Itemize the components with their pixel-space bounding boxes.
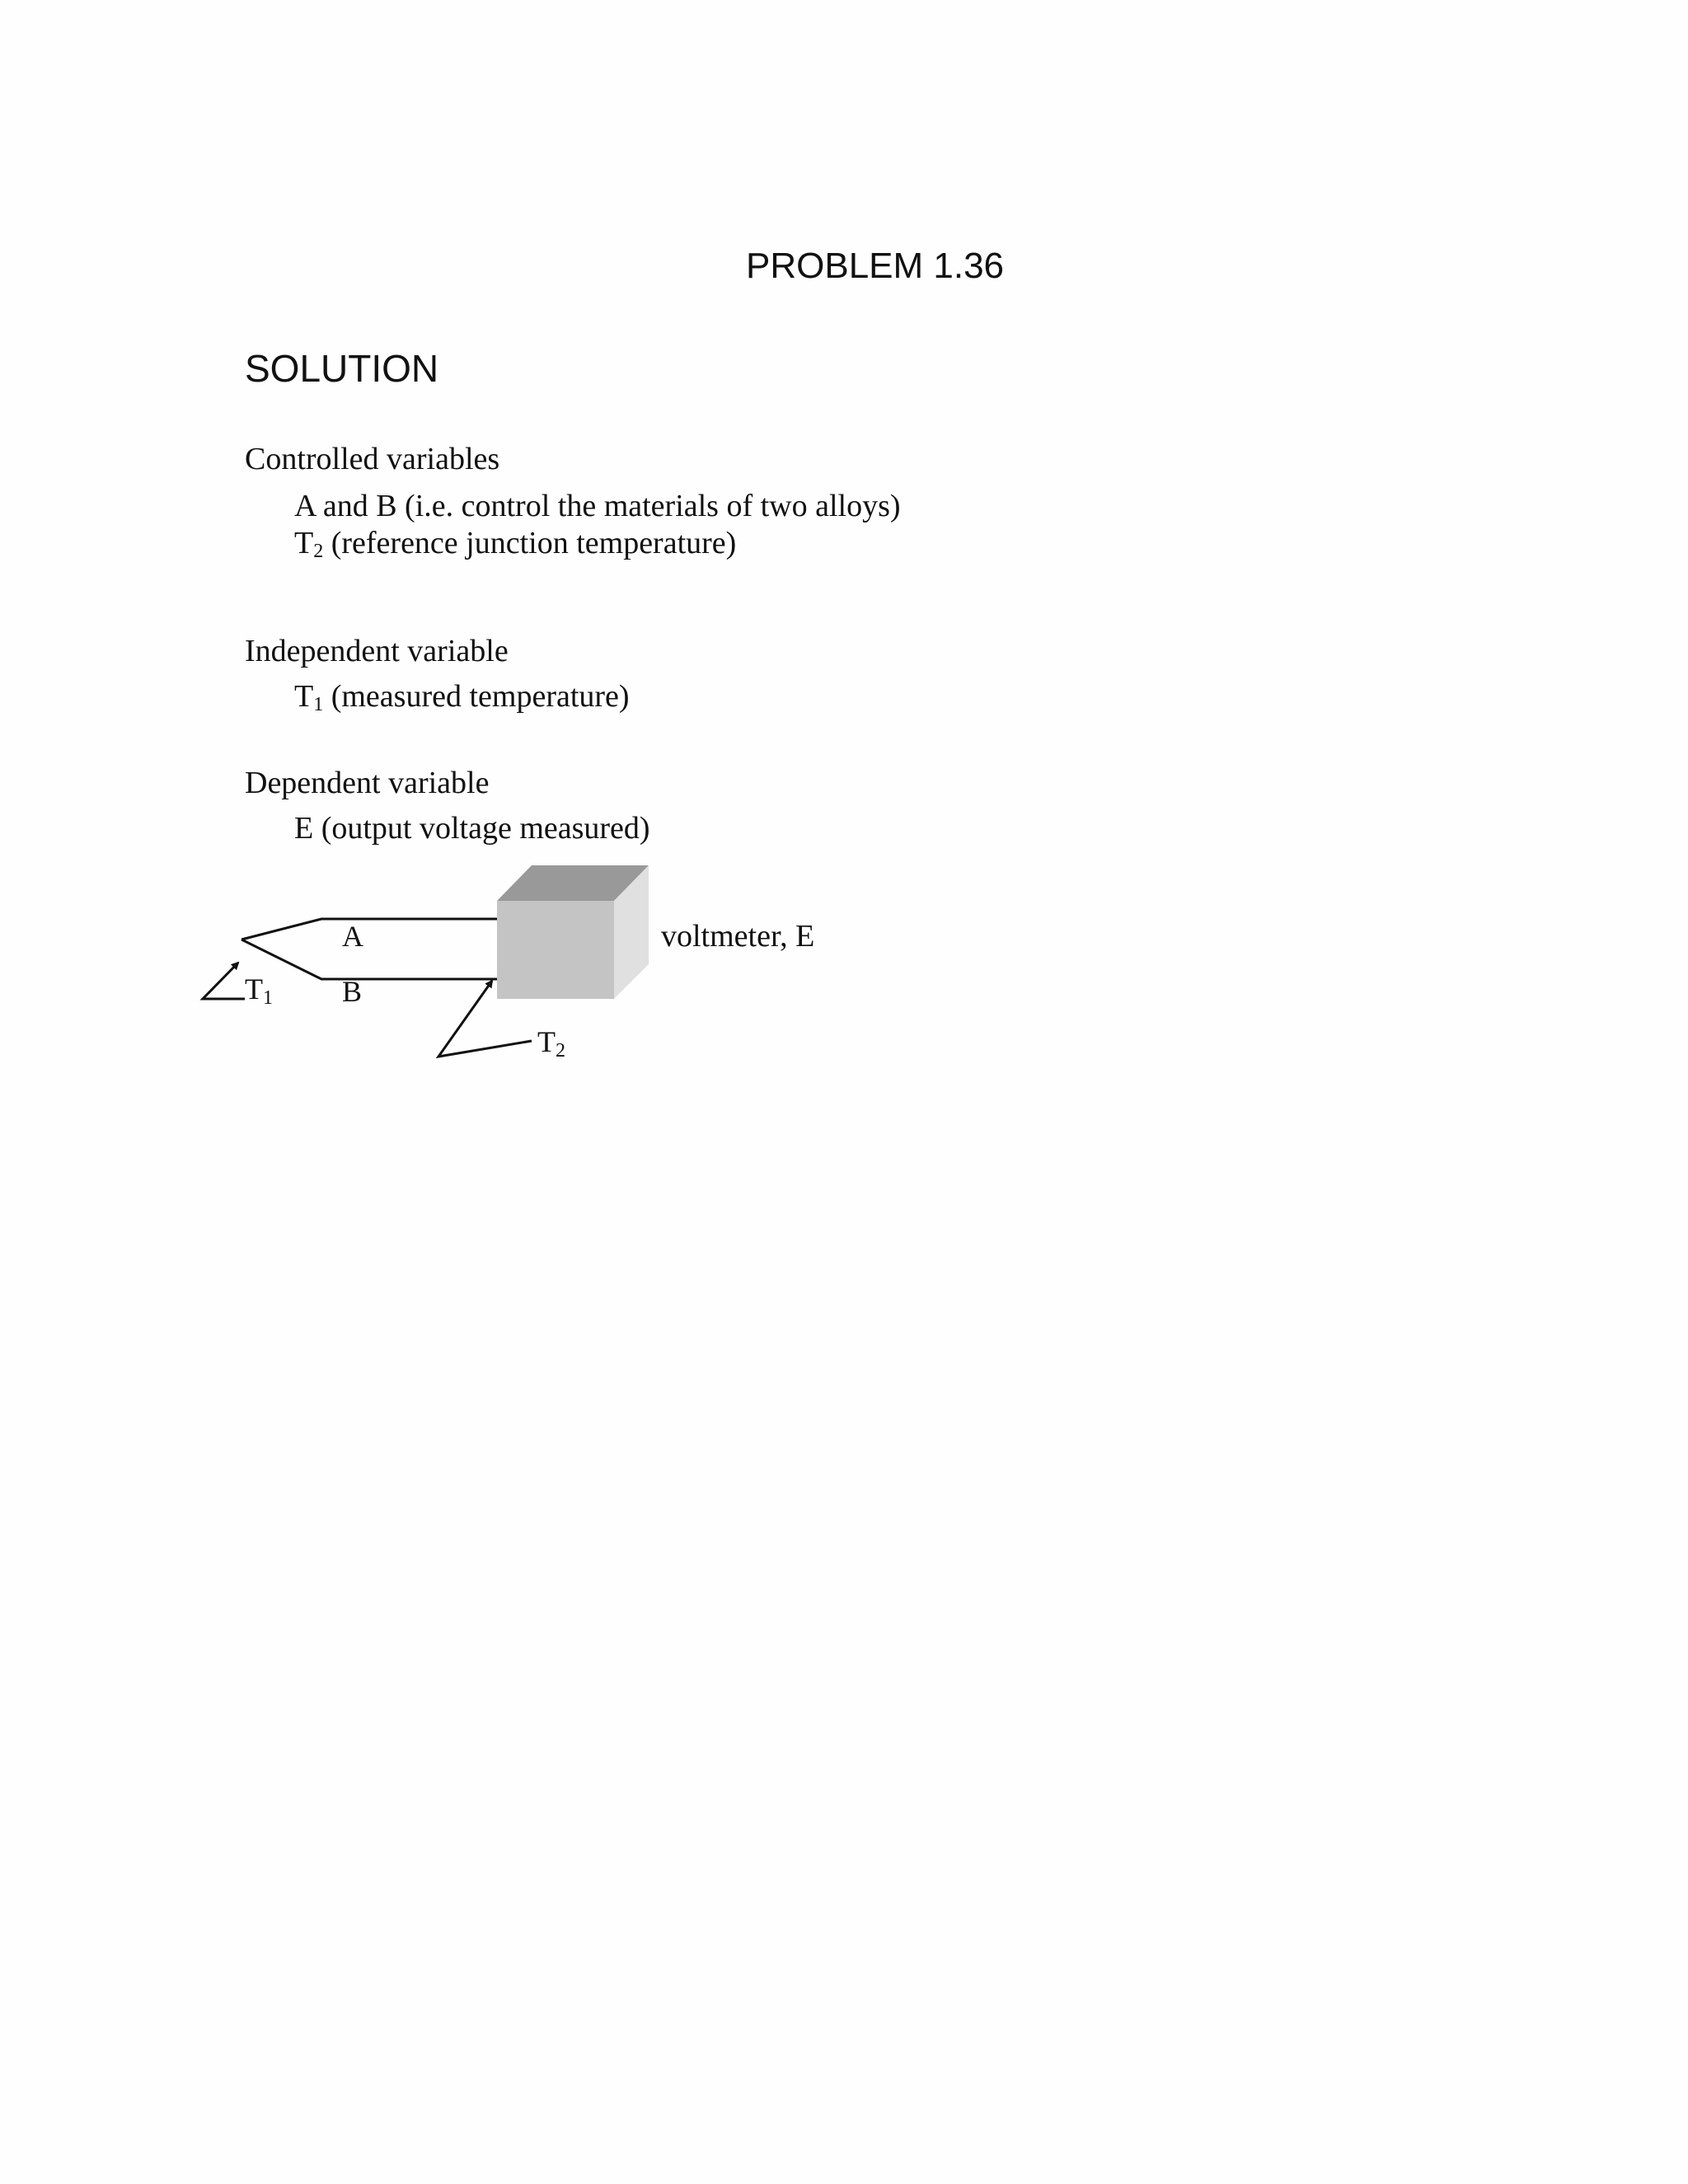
variable-subscript: 2 — [313, 541, 324, 562]
solution-heading: SOLUTION — [245, 347, 439, 390]
junction-1-symbol: T — [245, 972, 263, 1005]
variable-symbol: T — [294, 526, 314, 560]
wire-b — [241, 940, 497, 979]
independent-variable-heading: Independent variable — [245, 634, 509, 668]
junction-2-symbol: T — [537, 1025, 556, 1058]
controlled-variable-item: A and B (i.e. control the materials of two alloys) — [294, 489, 901, 523]
junction-1-label — [245, 972, 273, 1009]
variable-symbol: T — [294, 679, 314, 714]
junction-2-subscript: 2 — [556, 1040, 565, 1062]
variable-description: (reference junction temperature) — [323, 526, 737, 560]
junction-1-arrow — [203, 963, 245, 999]
variable-description: (measured temperature) — [323, 679, 630, 714]
controlled-variables-heading: Controlled variables — [245, 442, 500, 476]
junction-2-label — [537, 1025, 565, 1062]
wire-a-label: A — [342, 920, 363, 953]
wire-a — [241, 919, 497, 940]
wire-b-label: B — [342, 975, 363, 1008]
junction-1-subscript: 1 — [263, 987, 273, 1009]
dependent-variable-heading: Dependent variable — [245, 766, 490, 800]
variable-subscript: 1 — [313, 694, 324, 715]
dependent-variable-item: E (output voltage measured) — [294, 811, 650, 846]
voltmeter-label: voltmeter, E — [661, 919, 815, 954]
voltmeter-front-face — [497, 901, 614, 999]
problem-title: PROBLEM 1.36 — [746, 246, 1005, 286]
